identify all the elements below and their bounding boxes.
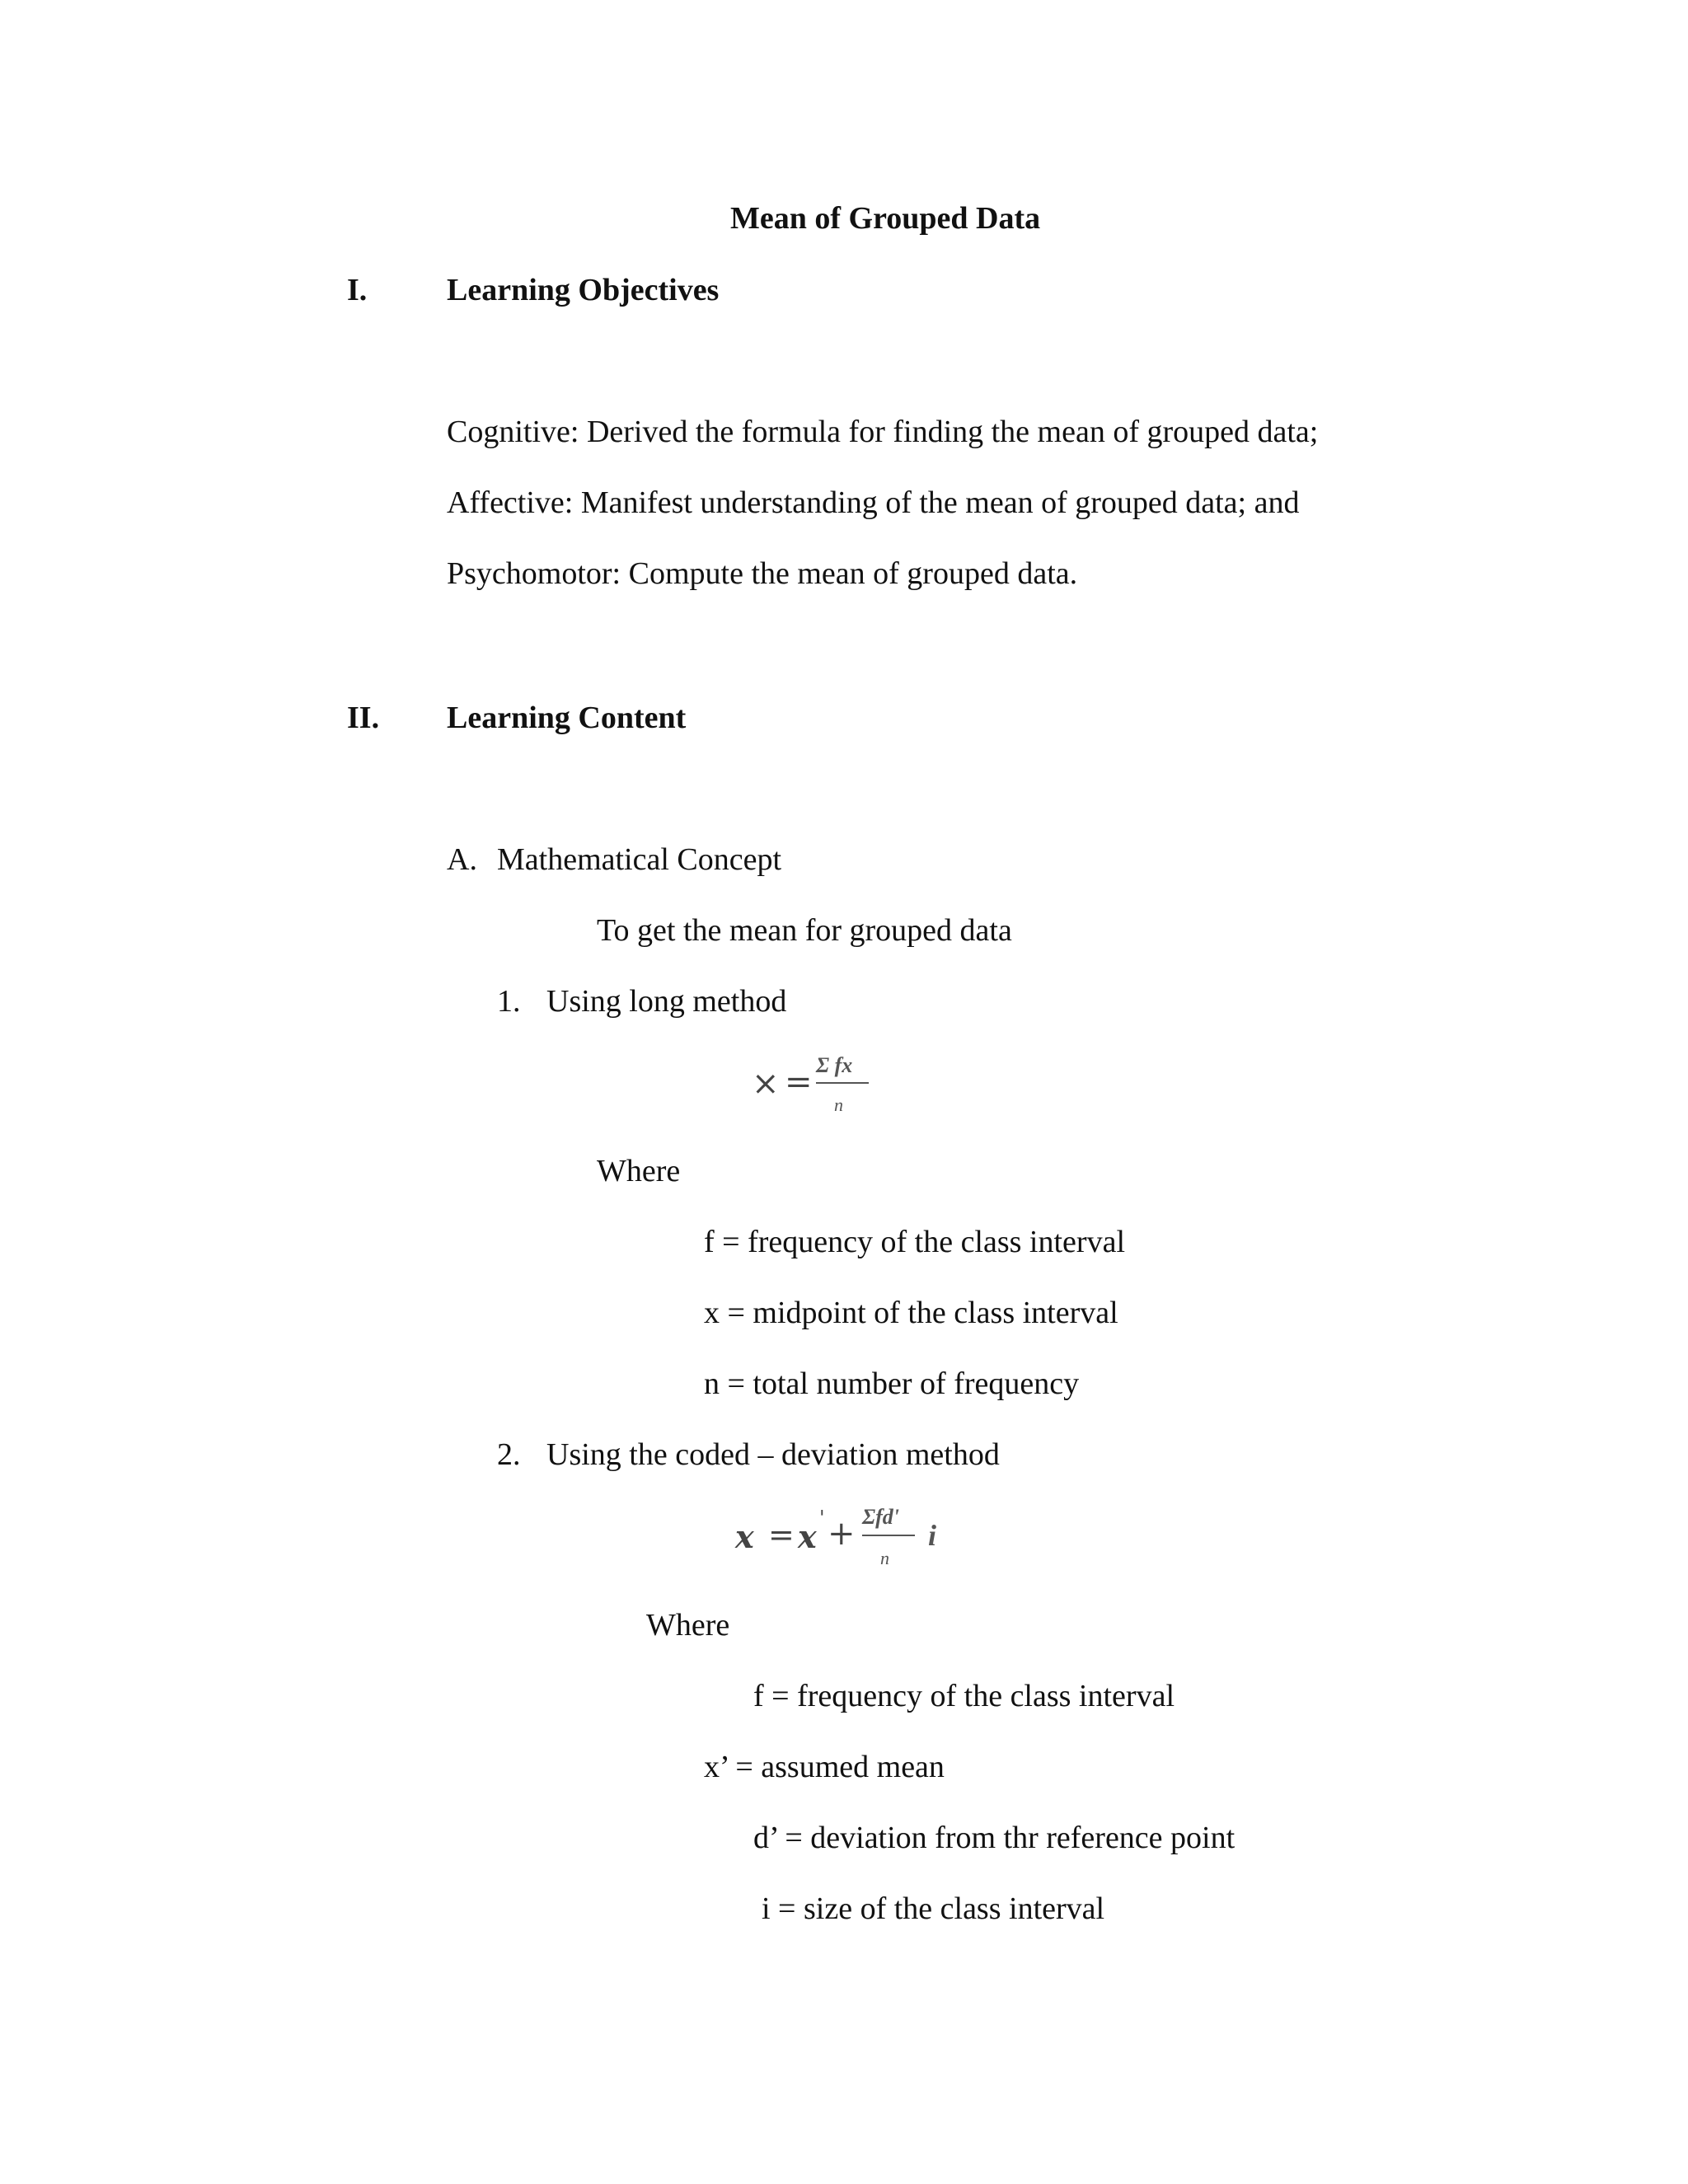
formula-2-plus: +: [828, 1515, 856, 1553]
definition-x-prime: x’ = assumed mean: [704, 1750, 945, 1784]
section-numeral-1: I.: [347, 273, 368, 307]
definition-f-1: f = frequency of the class interval: [704, 1225, 1125, 1259]
objective-cognitive: Cognitive: Derived the formula for finding the mean of grouped data;: [447, 415, 1319, 449]
intro-text: To get the mean for grouped data: [597, 913, 1012, 948]
subheading-marker: A.: [447, 842, 477, 877]
objective-affective: Affective: Manifest understanding of the mean of grouped data; and: [447, 485, 1300, 520]
formula-2-prime: ': [819, 1507, 825, 1530]
formula-2-denominator: n: [880, 1548, 889, 1568]
formula-1-lhs: ×: [752, 1065, 780, 1103]
formula-2-equals: =: [768, 1516, 795, 1553]
objective-psychomotor: Psychomotor: Compute the mean of grouped data.: [447, 556, 1078, 591]
method-1-number: 1.: [497, 984, 521, 1019]
formula-2-interval-factor: i: [928, 1519, 937, 1552]
formula-1-denominator: n: [834, 1094, 843, 1115]
formula-1-equals: =: [785, 1063, 813, 1101]
section-numeral-2: II.: [347, 701, 380, 735]
definition-x: x = midpoint of the class interval: [704, 1296, 1118, 1330]
definition-i: i = size of the class interval: [762, 1891, 1105, 1926]
section-heading-content: Learning Content: [447, 701, 687, 735]
formula-1-fraction-bar: [816, 1082, 869, 1084]
definition-f-2: f = frequency of the class interval: [753, 1679, 1175, 1713]
formula-1-numerator: Σ fx: [816, 1053, 853, 1077]
formula-2-fraction-bar: [862, 1535, 915, 1536]
page-title: Mean of Grouped Data: [730, 201, 1041, 236]
subheading-mathematical-concept: Mathematical Concept: [497, 842, 782, 877]
formula-2-lhs: x: [735, 1518, 754, 1555]
definition-n: n = total number of frequency: [704, 1366, 1080, 1401]
formula-2-assumed-mean: x: [798, 1518, 817, 1555]
definition-d-prime: d’ = deviation from thr reference point: [753, 1821, 1236, 1855]
method-1-where: Where: [597, 1154, 681, 1188]
formula-2-numerator: Σfd': [862, 1505, 899, 1529]
method-2-where: Where: [646, 1608, 730, 1643]
method-2-number: 2.: [497, 1437, 521, 1472]
method-1-label: Using long method: [546, 984, 787, 1019]
method-2-label: Using the coded – deviation method: [546, 1437, 1000, 1472]
section-heading-objectives: Learning Objectives: [447, 273, 720, 307]
